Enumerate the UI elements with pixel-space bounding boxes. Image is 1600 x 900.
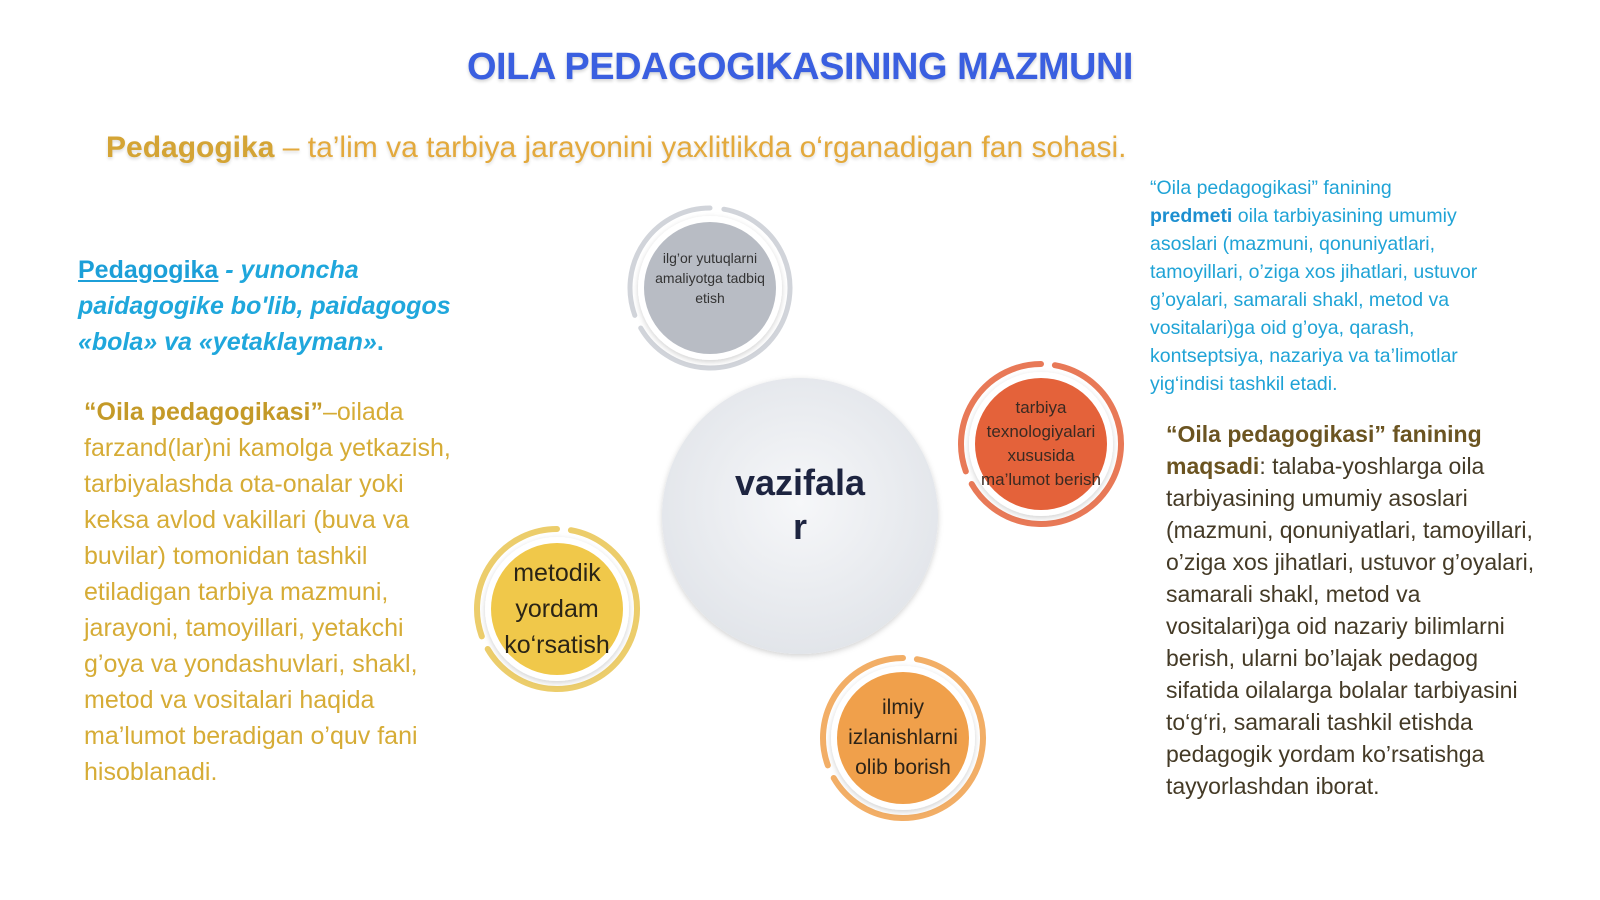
definition-term: Pedagogika bbox=[106, 131, 275, 164]
node-label-metodik: metodik yordam ko‘rsatish bbox=[504, 559, 610, 659]
oila-term: “Oila pedagogikasi” bbox=[84, 398, 323, 426]
page-title: OILA PEDAGOGIKASINING MAZMUNI bbox=[467, 46, 1133, 88]
node-label-ilmiy: ilmiy izlanishlarni olib borish bbox=[848, 696, 958, 779]
etymology-text: yunoncha paidagogike bo'lib, paidagogos «bola» va «yetaklayman» bbox=[78, 256, 451, 356]
node-label-tarbiya: tarbiya texnologiyalari xususida ma’lumot berish bbox=[981, 398, 1101, 489]
center-label-line1: vazifala bbox=[734, 462, 866, 503]
etymology-dash: - bbox=[218, 256, 241, 284]
predmet-pre: “Oila pedagogikasi” fanining bbox=[1150, 177, 1392, 199]
maqsad-text: : talaba-yoshlarga oila tarbiyasining umumiy asoslari (mazmuni, qonuniyatlari, tamoyillari, o’ziga xos jihatlari, ustuvor g’oyalari, samarali shakl, metod va vositalari)ga oid nazariy bilimlarni berish, ularni bo’lajak pedagog sifatida oilalarga bolalar tarbiyasini to‘g‘ri, samarali tashkil etishda pedagogik yordam ko’rsatishga tayyorlashdan iborat. bbox=[1166, 453, 1535, 799]
predmet-text: oila tarbiyasining umumiy asoslari (mazmuni, qonuniyatlari, tamoyillari, o’ziga xos jihatlari, ustuvor g’oyalari, samarali shakl, metod va vositalari)ga oid g’oya, qarash, kontseptsiya, nazariya va ta’limotlar yig‘indisi tashkil etadi. bbox=[1150, 205, 1478, 395]
node-label-ilgor: ilg’or yutuqlarni amaliyotga tadbiq etish bbox=[655, 250, 765, 306]
etymology-term: Pedagogika bbox=[78, 256, 219, 284]
center-label bbox=[680, 440, 920, 570]
oila-text: –oilada farzand(lar)ni kamolga yetkazish, tarbiyalashda ota-onalar yoki keksa avlod vakillari (buva va buvilar) tomonidan tashkil etiladigan tarbiya mazmuni, jarayoni, tamoyillari, yetakchi g’oya va yondashuvlari, shakl, metod va vositalari haqida ma’lumot beradigan o’quv fani hisoblanadi. bbox=[84, 398, 451, 786]
predmet-term: predmeti bbox=[1150, 205, 1233, 227]
definition-text: – ta’lim va tarbiya jarayonini yaxlitlikda o‘rganadigan fan sohasi. bbox=[274, 131, 1127, 164]
maqsad-term: “Oila pedagogikasi” fanining maqsadi bbox=[1166, 421, 1482, 479]
center-label-line2: r bbox=[792, 506, 807, 547]
etymology-end: . bbox=[376, 328, 384, 356]
